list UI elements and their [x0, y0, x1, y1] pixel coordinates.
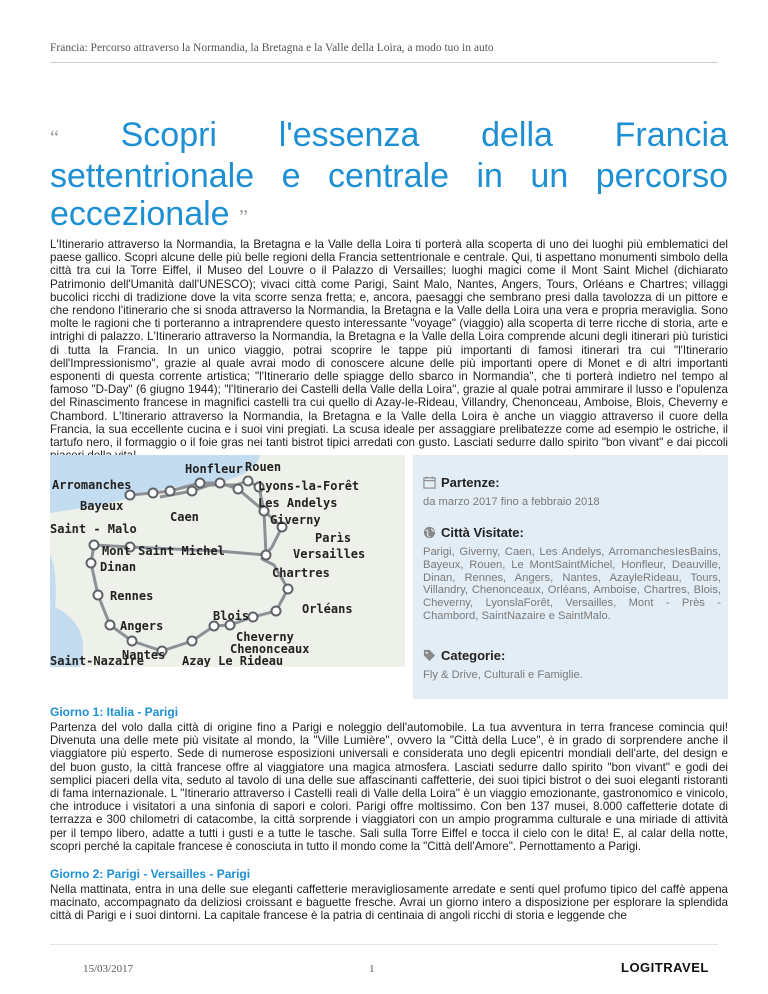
categories-section	[423, 648, 721, 682]
day-1-title: Giorno 1: Italia - Parigi	[50, 705, 179, 719]
map-label: Caen	[170, 510, 199, 524]
route-map-svg	[50, 455, 405, 667]
map-label: Blois	[213, 609, 250, 623]
open-quote-icon: “	[50, 127, 59, 149]
page-title	[50, 116, 728, 236]
map-label: Saint - Malo	[50, 522, 137, 536]
trip-info-panel	[413, 455, 728, 699]
day-2-title: Giorno 2: Parigi - Versailles - Parigi	[50, 867, 251, 881]
map-label: Rouen	[245, 460, 282, 474]
running-header: Francia: Percorso attraverso la Normandia, la Bretagna e la Valle della Loira, a modo tuo in auto	[50, 42, 718, 63]
map-label: Saint-Nazaire	[50, 654, 144, 667]
map-label: Parìs	[315, 531, 352, 545]
close-quote-icon: ”	[239, 206, 248, 228]
day-2-text: Nella mattinata, entra in una delle sue eleganti caffetterie meravigliosamente arredate e senti quel profumo tipico del caffè appena macinato, accompagnato da deliziosi croissant e baguette fresche. Avrai un giorno intero a disposizione per esplorare la splendida città di Parigi e i suoi dintorni. La capitale francese è la patria di centinaia di angoli ricchi di storia e leggende che	[50, 883, 728, 923]
tags-icon	[423, 649, 436, 662]
logitravel-logo: LOGITRAVEL	[621, 960, 709, 975]
departures-section	[423, 475, 721, 509]
map-label: Cheverny	[236, 630, 294, 644]
departures-text: da marzo 2017 fino a febbraio 2018	[423, 496, 600, 508]
map-label: Azay Le Rideau	[182, 654, 284, 667]
map-label: Chartres	[272, 566, 330, 580]
title-text: Scopri l'essenza della Francia settentrionale e centrale in un percorso eccezionale	[50, 116, 728, 233]
map-label: Versailles	[293, 547, 366, 561]
map-label: Dinan	[100, 560, 137, 574]
map-label: Mont Saint Michel	[102, 544, 225, 558]
globe-icon	[423, 526, 436, 539]
map-label: Les Andelys	[258, 496, 338, 510]
map-label: Nantes	[122, 648, 166, 662]
calendar-icon	[423, 476, 436, 489]
page-number: 1	[369, 963, 375, 975]
map-label: Arromanches	[52, 478, 132, 492]
map-label: Chenonceaux	[230, 642, 310, 656]
cities-title: Città Visitate:	[441, 525, 524, 540]
day-1-text: Partenza del volo dalla città di origine fino a Parigi e noleggio dell'automobile. La tua avventura in terra francese comincia qui! Divenuta una delle mete più visitate al mondo, la "Ville Lumière", ovvero la "Città della Luce", è in grado di sorprendere anche il viaggiatore più esperto. Sede di numerose esposizioni universali e considerata uno degli epicentri mondiali dell'arte, del design e del buon gusto, la città francese offre al viaggiatore una magica atmosfera. Lasciati sedurre dallo spirito "bon vivant" e godi dei semplici piaceri della vita, seduto al tavolo di una delle sue affascinanti caffetterie, dei suoi tipici bistrot o dei suoi eleganti ristoranti di fama internazionale. L "Itinerario attraverso i Castelli reali di Valle della Loira" è un viaggio emozionante, gastronomico e vinicolo, che introduce i visitatori a una sinfonia di sapori e colori. Parigi offre moltissimo. Con ben 137 musei, 8.000 caffetterie dotate di terrazza e 300 chilometri di catacombe, la città sorprende i viaggiatori con un ampio programma culturale e una miriade di attività per il tempo libero, adatte a tutti i gusti e a tutte le tasche. Sali sulla Torre Eiffel e tocca il cielo con le dita! E, al calar della notte, scopri perché la capitale francese è conosciuta in tutto il mondo come la "Città dell'Amore". Pernottamento a Parigi.	[50, 721, 728, 853]
map-label: Rennes	[110, 589, 154, 603]
intro-paragraph: L'Itinerario attraverso la Normandia, la Bretagna e la Valle della Loira ti porterà alla scoperta di uno dei luoghi più emblematici del paese gallico. Scopri alcune delle più belle regioni della Francia settentrionale e centrale. Qui, ti aspettano monumenti simbolo della città tra cui la Torre Eiffel, il Museo del Louvre o il Palazzo di Versailles; luoghi magici come il Mont Saint Michel (dichiarato Patrimonio dell'Umanità dall'UNESCO); vivaci città come Parigi, Saint Malo, Nantes, Angers, Tours, Orléans e Chartres; villaggi bucolici ricchi di tradizione dove la vita scorre senza fretta; e, ancora, paesaggi che sembrano presi dalla tavolozza di un pittore e che rendono l'itinerario che si snoda attraverso la Normandia, la Bretagna e la Valle della Loira una vera e propria meraviglia. Sono molte le ragioni che ti porteranno a intraprendere questo interessante "voyage" (viaggio) alla scoperta di terre ricche di storia, arte e intrighi di palazzo. L'Itinerario attraverso la Normandia, la Bretagna e la Valle della Loira comprende alcuni degli itinerari più turistici di tutta la Francia. In un unico viaggio, potrai scoprire le tappe più importanti di famosi itinerari tra cui "l'Itinerario dell'Impressionismo", grazie al quale avrai modo di conoscere alcune delle più importanti opere di Monet e di altri importanti esponenti di questa corrente artistica; "l'Itinerario delle spiagge dello sbarco in Normandia", che ti porterà indietro nel tempo al famoso "D-Day" (6 giugno 1944); "l'Itinerario dei Castelli della Valle della Loira", grazie al quale potrai ammirare il lusso e l'opulenza del Rinascimento francese in magnifici castelli tra cui quello di Azay-le-Rideau, Villandry, Chenonceau, Amboise, Blois, Cheverny e Chambord. L'Itinerario attraverso la Normandia, la Bretagna e la Valle della Loira è anche un viaggio attraverso il cuore della Francia, la sua eccellente cucina e i suoi vini pregiati. La scusa ideale per assaggiare prelibatezze come ad esempio le ostriche, il tartufo nero, il formaggio o il foie gras nei tanti bistrot tipici arredati con gusto. Lasciati sedurre dallo spirito "bon vivant" e dai piccoli	[50, 238, 728, 450]
categories-title: Categorie:	[441, 648, 506, 663]
cities-text: Parigi, Giverny, Caen, Les Andelys, ArromanchesIesBains, Bayeux, Rouen, Le MontSaintMichel, Honfleur, Deauville, Dinan, Rennes, Angers, Nantes, AzayleRideau, Tours, Villandry, Chenonceaux, Orléans, Amboise, Chartres, Blois, Cheverny, LyonslaForêt, Versailles, Mont - Près - Chambord, SaintNazaire e SaintMalo.	[423, 546, 721, 622]
map-label: Orléans	[302, 602, 353, 616]
departures-title: Partenze:	[441, 475, 500, 490]
cities-section	[423, 525, 721, 623]
map-label: Lyons-la-Forêt	[258, 479, 360, 493]
map-label: Honfleur	[185, 462, 243, 476]
categories-text: Fly & Drive, Culturali e Famiglie.	[423, 669, 583, 681]
map-label: Angers	[120, 619, 164, 633]
map-label: Bayeux	[80, 499, 124, 513]
map-label: Giverny	[270, 513, 321, 527]
route-map	[50, 455, 405, 667]
footer-date: 15/03/2017	[83, 963, 134, 975]
footer-divider	[50, 944, 718, 945]
